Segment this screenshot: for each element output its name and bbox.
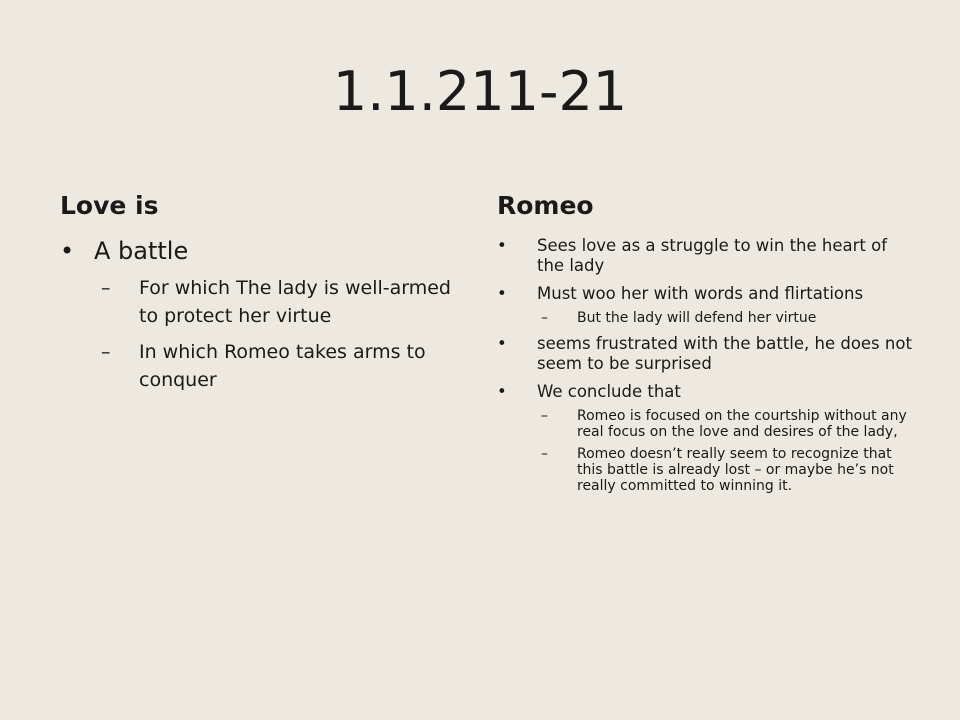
dash-glyph: – <box>101 341 111 363</box>
bullet-text: Must woo her with words and flirtations <box>537 284 864 303</box>
bullet-glyph: • <box>60 237 75 265</box>
dash-glyph: – <box>541 310 548 326</box>
sub-bullet-text: For which The lady is well-armed to protect her virtue <box>139 277 451 327</box>
bullet-glyph: • <box>497 382 507 401</box>
bullet-item <box>497 236 912 276</box>
left-bullet-list <box>60 236 470 394</box>
sub-bullet-item <box>497 310 912 326</box>
bullet-glyph: • <box>497 334 507 353</box>
bullet-glyph: • <box>497 284 507 303</box>
left-column-heading: Love is <box>60 191 159 220</box>
bullet-text: seems frustrated with the battle, he does not seem to be surprised <box>537 334 912 373</box>
bullet-item <box>497 334 912 374</box>
bullet-text: We conclude that <box>537 382 681 401</box>
bullet-item <box>497 382 912 402</box>
dash-glyph: – <box>541 446 548 462</box>
right-column-heading: Romeo <box>497 191 594 220</box>
dash-glyph: – <box>101 277 111 299</box>
sub-bullet-item <box>60 274 470 330</box>
sub-bullet-text: But the lady will defend her virtue <box>577 310 817 326</box>
sub-bullet-item <box>60 338 470 394</box>
left-column <box>60 186 470 394</box>
bullet-item <box>497 284 912 304</box>
right-column <box>497 186 912 494</box>
right-bullet-list <box>497 236 912 494</box>
bullet-text: Sees love as a struggle to win the heart of the lady <box>537 236 888 275</box>
sub-bullet-text: Romeo doesn’t really seem to recognize that this battle is already lost – or maybe he’s not really committed to winning it. <box>577 446 894 494</box>
sub-bullet-text: In which Romeo takes arms to conquer <box>139 341 426 391</box>
bullet-text: A battle <box>94 237 189 265</box>
sub-bullet-text: Romeo is focused on the courtship without any real focus on the love and desires of the lady, <box>577 408 907 440</box>
sub-bullet-item <box>497 446 912 494</box>
sub-bullet-item <box>497 408 912 440</box>
slide-title: 1.1.211-21 <box>332 60 628 123</box>
bullet-glyph: • <box>497 236 507 255</box>
bullet-item <box>60 236 470 266</box>
dash-glyph: – <box>541 408 548 424</box>
